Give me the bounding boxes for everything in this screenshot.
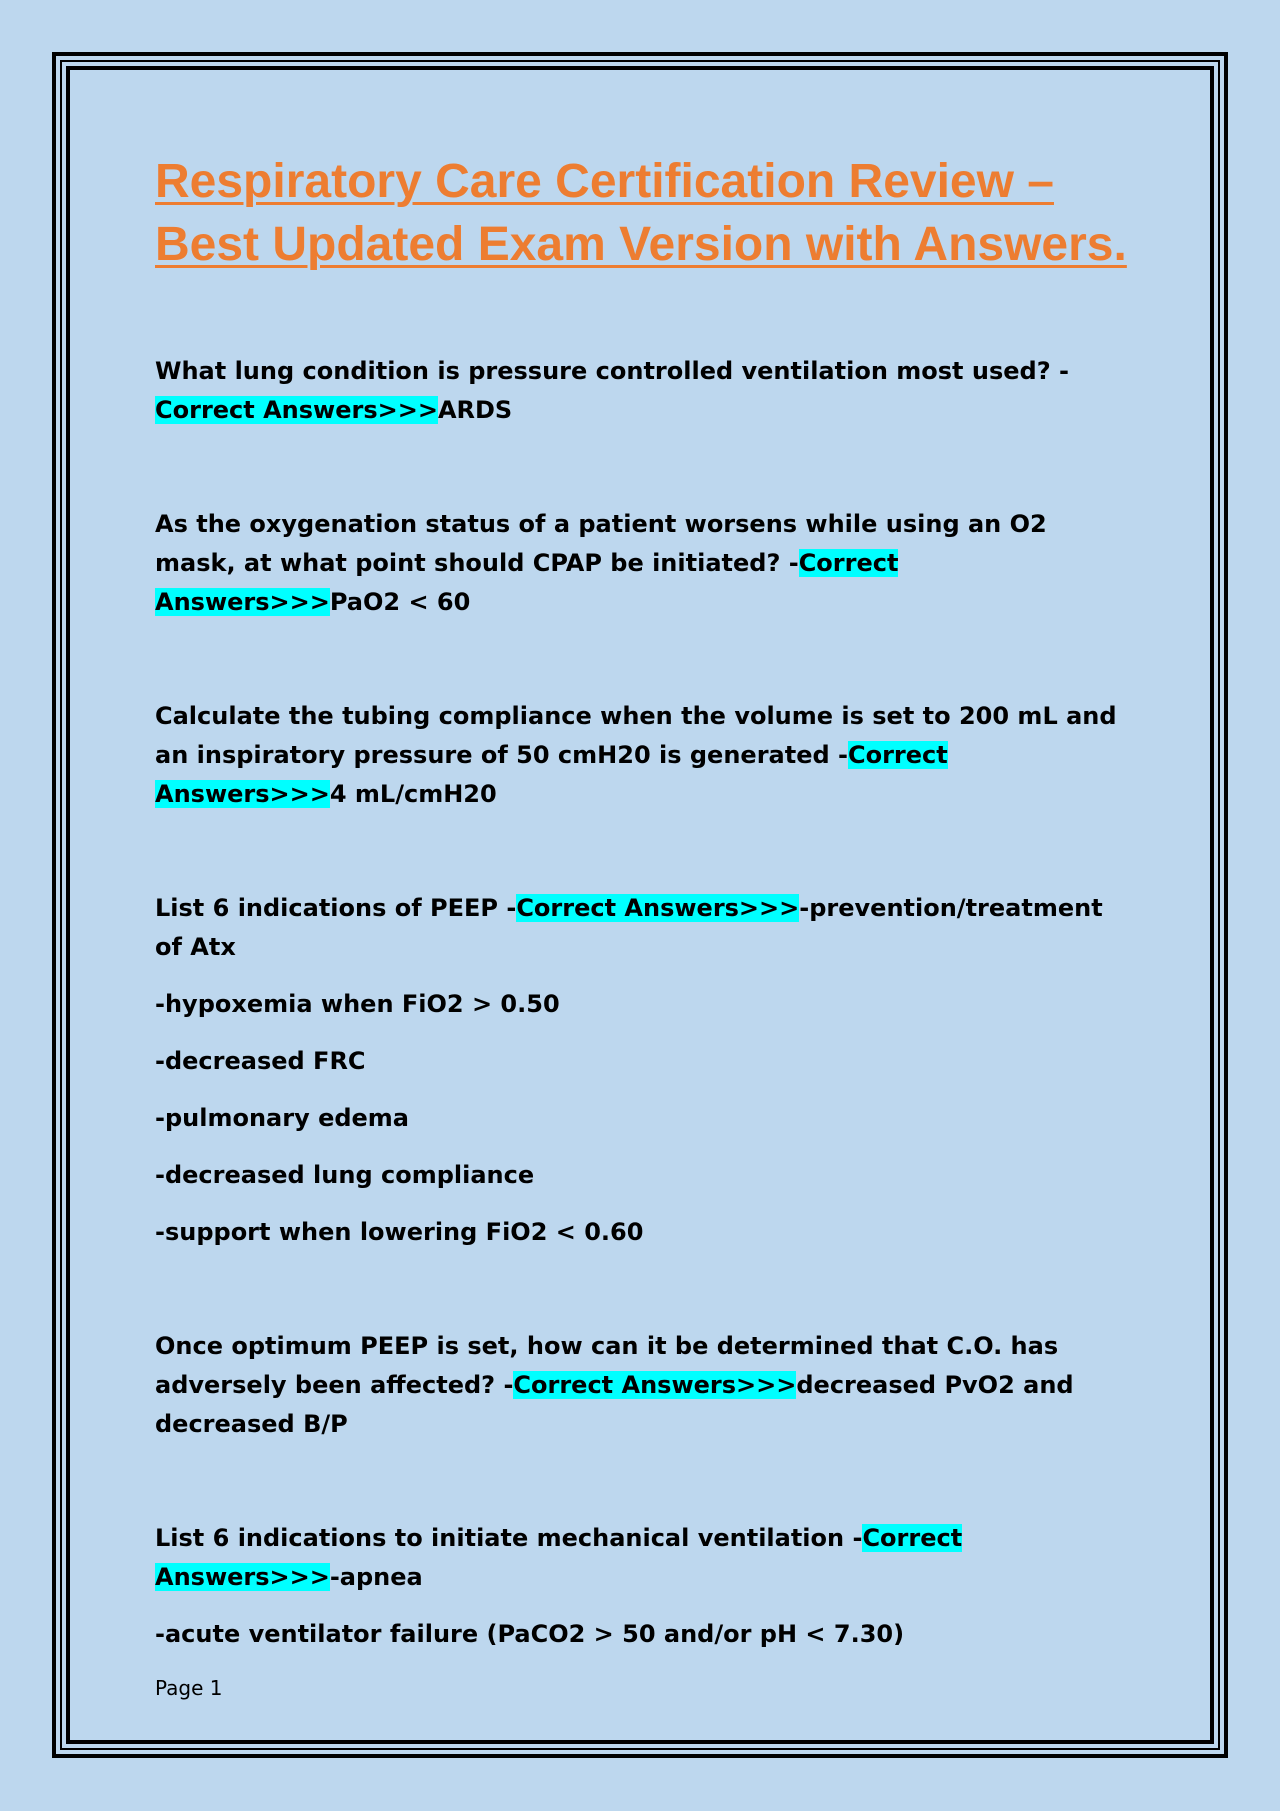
answer-marker: Correct Answers>>> (155, 396, 438, 424)
answer-marker: Correct Answers>>> (155, 549, 899, 616)
qa-item (155, 697, 1135, 814)
answer-marker: Correct Answers>>> (513, 1371, 797, 1399)
qa-list (155, 352, 1135, 1654)
answer-text: -apnea (329, 1563, 423, 1591)
answer-subitem: -pulmonary edema (155, 1104, 410, 1132)
answer-text: PaO2 < 60 (329, 588, 471, 616)
question-text: As the oxygenation status of a patient worsens while using an O2 mask, at what point should CPAP be initiated? - (155, 510, 1047, 577)
answer-text: decreased PvO2 and decreased B/P (155, 1371, 1074, 1438)
question-text: What lung condition is pressure controlled ventilation most used? - (155, 357, 1069, 385)
answer-subitem: -decreased lung compliance (155, 1161, 535, 1189)
answer-subitem: -decreased FRC (155, 1047, 366, 1075)
answer-subitem: -acute ventilator failure (PaCO2 > 50 and/or pH < 7.30) (155, 1620, 905, 1648)
document-body (155, 150, 1135, 1654)
answer-text: -prevention/treatment of Atx (155, 894, 1103, 961)
answer-marker: Correct Answers>>> (155, 1524, 963, 1591)
question-text: Once optimum PEEP is set, how can it be determined that C.O. has adversely been affected? - (155, 1332, 1059, 1399)
qa-item (155, 352, 1135, 430)
answer-text: 4 mL/cmH20 (329, 780, 497, 808)
answer-subitem: -hypoxemia when FiO2 > 0.50 (155, 990, 560, 1018)
question-text: Calculate the tubing compliance when the volume is set to 200 mL and an inspiratory pressure of 50 cmH20 is generated - (155, 702, 1117, 769)
page-number: Page 1 (155, 1676, 223, 1700)
qa-item (155, 505, 1135, 622)
qa-item (155, 889, 1135, 1252)
question-text: List 6 indications of PEEP - (155, 894, 517, 922)
answer-text: ARDS (437, 396, 513, 424)
question-text: List 6 indications to initiate mechanical ventilation - (155, 1524, 863, 1552)
answer-marker: Correct Answers>>> (516, 894, 800, 922)
answer-subitem: -support when lowering FiO2 < 0.60 (155, 1218, 644, 1246)
document-title: Respiratory Care Certification Review – Best Updated Exam Version with Answers. (155, 155, 1127, 271)
qa-item (155, 1327, 1135, 1444)
answer-marker: Correct Answers>>> (155, 741, 948, 808)
qa-item (155, 1519, 1135, 1654)
